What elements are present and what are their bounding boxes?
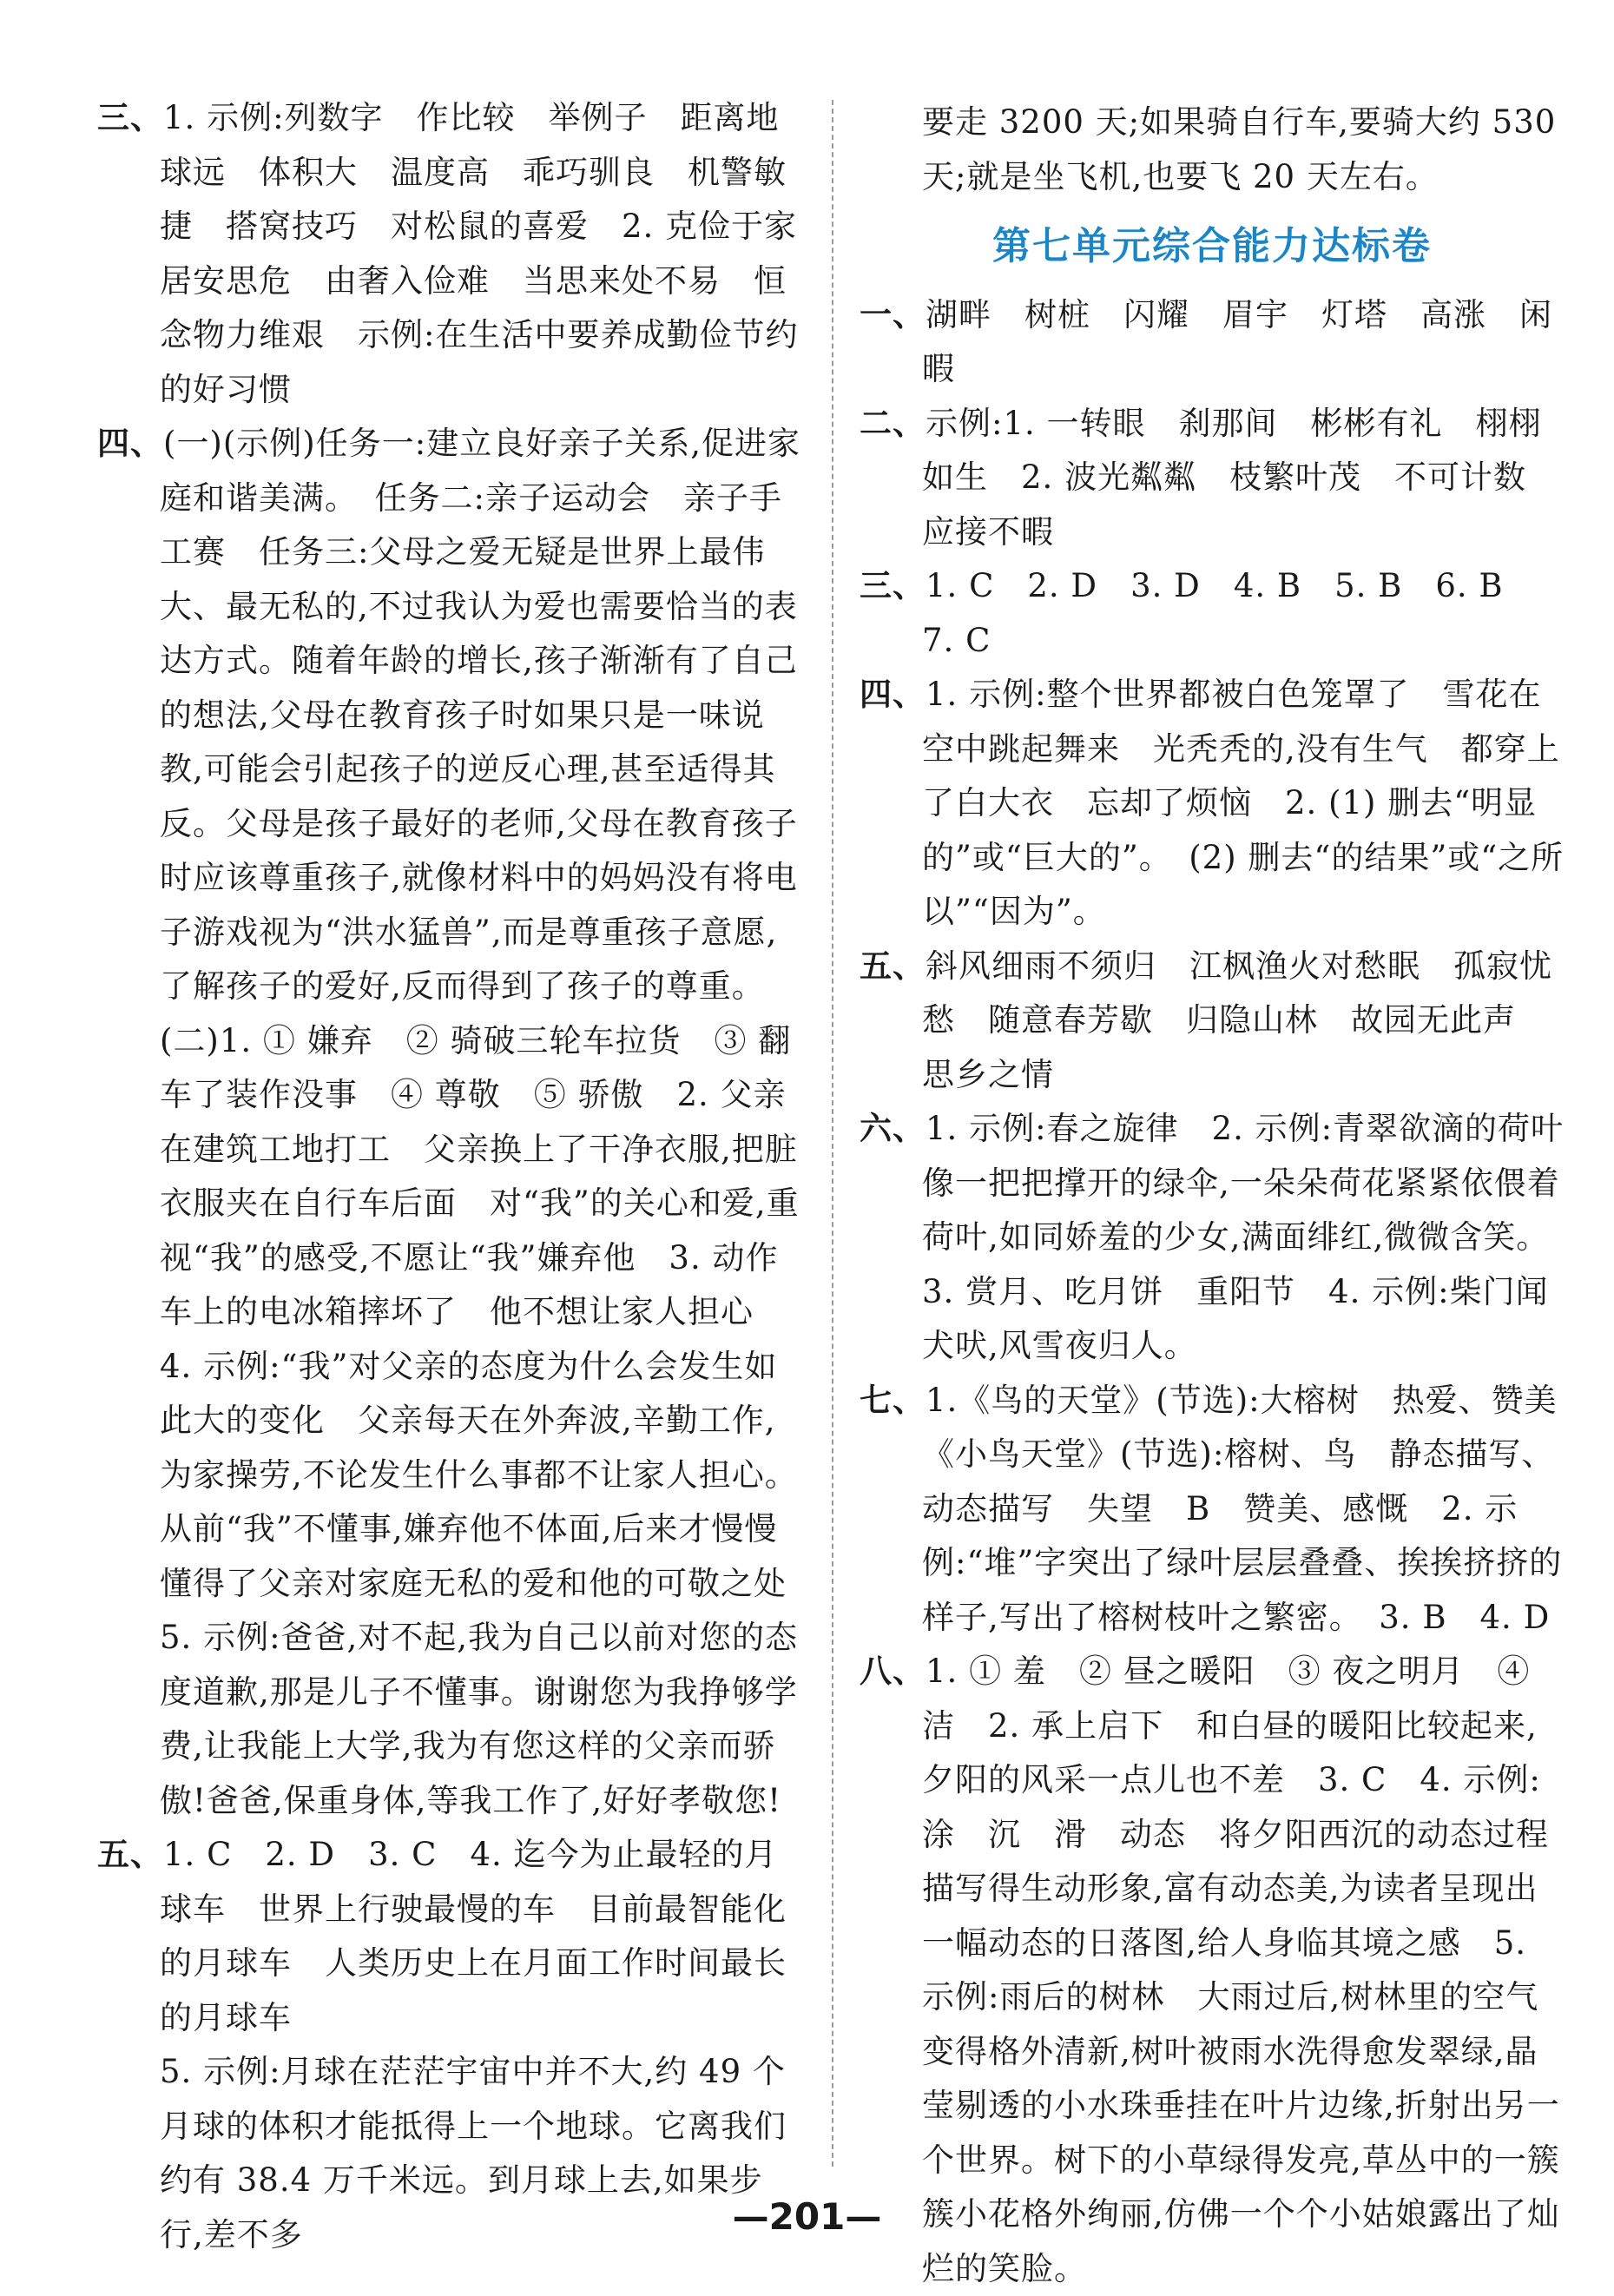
answer-block: 三、1. 示例:列数字 作比较 举例子 距离地球远 体积大 温度高 乖巧驯良 机警敏捷 搭窝技巧 对松鼠的喜爱 2. 克俭于家 居安思危 由奢入俭难 当思来处不易 恒念物力维艰 示例:在生活中要养成勤俭节约的好习惯 [97,99,831,408]
answer-block: 五、斜风细雨不须归 江枫渔火对愁眠 孤寂忧愁 随意春芳歇 归隐山林 故园无此声 思乡之情 [860,947,1552,1093]
right-column [860,96,1591,2296]
answer-block: 四、1. 示例:整个世界都被白色笼罩了 雪花在空中跳起舞来 光秃秃的,没有生气 都穿上了白大衣 忘却了烦恼 2. (1) 删去“明显的”或“巨大的”。 (2) 删去“的结果”或“之所以”“因为”。 [860,676,1565,930]
answer-block: 七、1.《鸟的天堂》(节选):大榕树 热爱、赞美 《小鸟天堂》(节选):榕树、鸟 静态描写、动态描写 失望 B 赞美、感慨 2. 示例:“堆”字突出了绿叶层层叠叠、挨挨挤挤的样子,写出了榕树枝叶之繁密。 3. B 4. D [860,1381,1591,1636]
answer-block: (二)1. ① 嫌弃 ② 骑破三轮车拉货 ③ 翻车了装作没事 ④ 尊敬 ⑤ 骄傲 2. 父亲在建筑工地打工 父亲换上了干净衣服,把脏衣服夹在自行车后面 对“我”的关心和爱,重视“我”的感受,不愿让“我”嫌弃他 3. 动作 车上的电冰箱摔坏了 他不想让家人担心 [160,1021,812,1330]
answer-block: 4. 示例:“我”对父亲的态度为什么会发生如此大的变化 父亲每天在外奔波,辛勤工作,为家操劳,不论发生什么事都不让家人担心。从前“我”不懂事,嫌弃他不体面,后来才慢慢懂得了父亲对家庭无私的爱和他的可敬之处 5. 示例:爸爸,对不起,我为自己以前对您的态度道歉,那是儿子不懂事。谢谢您为我挣够学费,让我能上大学,我为有您这样的父亲而骄傲!爸爸,保重身体,等我工作了,好好孝敬您! [160,1347,820,1819]
answer-block: 八、1. ① 羞 ② 昼之暖阳 ③ 夜之明月 ④ 洁 2. 承上启下 和白昼的暖阳比较起来,夕阳的风采一点儿也不差 3. C 4. 示例:涂 沉 滑 动态 将夕阳西沉的动态过程描写得生动形象,富有动态美,为读者呈现出一幅动态的日落图,给人身临其境之感 5. 示例:雨后的树林 大雨过后,树林里的空气变得格外清新,树叶被雨水洗得愈发翠绿,晶莹剔透的小水珠垂挂在叶片边缘,折射出另一个世界。树下的小草绿得发亮,草丛中的一簇簇小花格外绚丽,仿佛一个个小姑娘露出了灿烂的笑脸。 [860,1653,1560,2287]
answer-block: 3. 赏月、吃月饼 重阳节 4. 示例:柴门闻犬吠,风雪夜归人。 [922,1272,1549,1364]
answer-block: 三、1. C 2. D 3. D 4. B 5. B 6. B 7. C [860,567,1537,659]
page-number: —201— [732,2195,882,2238]
answer-block: 六、1. 示例:春之旋律 2. 示例:青翠欲滴的荷叶像一把把撑开的绿伞,一朵朵荷花紧紧依偎着荷叶,如同娇羞的少女,满面绯红,微微含笑。 [860,1110,1565,1256]
answer-block: 二、示例:1. 一转眼 刹那间 彬彬有礼 栩栩如生 2. 波光粼粼 枝繁叶茂 不可计数 应接不暇 [860,404,1560,551]
section-title: 第七单元综合能力达标卷 [992,224,1432,268]
answer-block: 5. 示例:月球在茫茫宇宙中并不大,约 49 个月球的体积才能抵得上一个地球。它离我们约有 38.4 万千米远。到月球上去,如果步行,差不多 [160,2053,787,2253]
column-divider [832,100,833,2167]
answer-block: 四、(一)(示例)任务一:建立良好亲子关系,促进家庭和谐美满。 任务二:亲子运动会 亲子手工赛 任务三:父母之爱无疑是世界上最伟大、最无私的,不过我认为爱也需要恰当的表达方式。随着年龄的增长,孩子渐渐有了自己的想法,父母在教育孩子时如果只是一味说教,可能会引起孩子的逆反心理,甚至适得其反。父母是孩子最好的老师,父母在教育孩子时应该尊重孩子,就像材料中的妈妈没有将电子游戏视为“洪水猛兽”,而是尊重孩子意愿,了解孩子的爱好,反而得到了孩子的尊重。 [97,425,800,1005]
answer-block: 五、1. C 2. D 3. C 4. 迄今为止最轻的月球车 世界上行驶最慢的车 目前最智能化的月球车 人类历史上在月面工作时间最长的月球车 [97,1836,787,2036]
answer-continuation: 要走 3200 天;如果骑自行车,要骑大约 530 天;就是坐飞机,也要飞 20 天左右。 [922,103,1557,195]
answer-block: 一、湖畔 树桩 闪耀 眉宇 灯塔 高涨 闲暇 [860,295,1552,387]
